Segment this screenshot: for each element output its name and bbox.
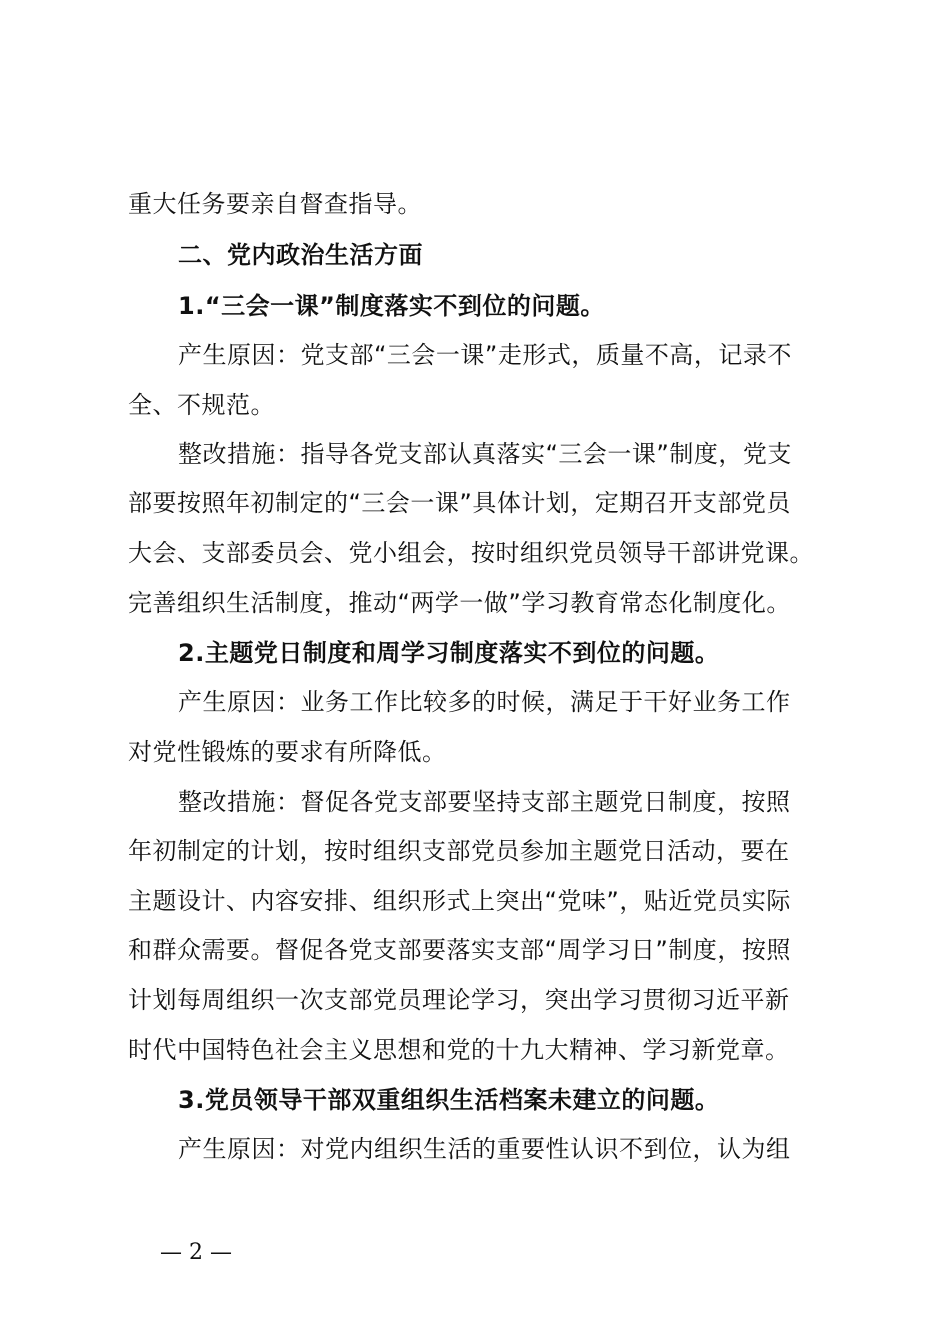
issue-heading-3: 3.党员领导干部双重组织生活档案未建立的问题。: [178, 1086, 720, 1114]
paragraph-line: 完善组织生活制度，推动“两学一做”学习教育常态化制度化。: [128, 589, 791, 617]
paragraph-line: 计划每周组织一次支部党员理论学习，突出学习贯彻习近平新: [128, 986, 790, 1014]
issue-heading-2: 2.主题党日制度和周学习制度落实不到位的问题。: [178, 639, 720, 667]
paragraph-line: 产生原因：党支部“三会一课”走形式，质量不高，记录不: [178, 341, 792, 369]
paragraph-line: 产生原因：对党内组织生活的重要性认识不到位，认为组: [178, 1135, 791, 1163]
paragraph-line: 和群众需要。督促各党支部要落实支部“周学习日”制度，按照: [128, 936, 791, 964]
paragraph-line: 整改措施：指导各党支部认真落实“三会一课”制度，党支: [178, 440, 792, 468]
paragraph-line: 对党性锻炼的要求有所降低。: [128, 738, 447, 766]
paragraph-line: 时代中国特色社会主义思想和党的十九大精神、学习新党章。: [128, 1036, 790, 1064]
paragraph-line: 重大任务要亲自督查指导。: [128, 190, 422, 218]
paragraph-line: 大会、支部委员会、党小组会，按时组织党员领导干部讲党课。: [128, 539, 814, 567]
paragraph-line: 全、不规范。: [128, 391, 275, 419]
paragraph-line: 整改措施：督促各党支部要坚持支部主题党日制度，按照: [178, 788, 791, 816]
paragraph-line: 产生原因：业务工作比较多的时候，满足于干好业务工作: [178, 688, 791, 716]
issue-heading-1: 1.“三会一课”制度落实不到位的问题。: [178, 292, 605, 320]
paragraph-line: 年初制定的计划，按时组织支部党员参加主题党日活动，要在: [128, 837, 790, 865]
page-number: — 2 —: [160, 1240, 232, 1265]
section-heading: 二、党内政治生活方面: [178, 241, 423, 269]
paragraph-line: 部要按照年初制定的“三会一课”具体计划，定期召开支部党员: [128, 489, 791, 517]
paragraph-line: 主题设计、内容安排、组织形式上突出“党味”，贴近党员实际: [128, 887, 791, 915]
